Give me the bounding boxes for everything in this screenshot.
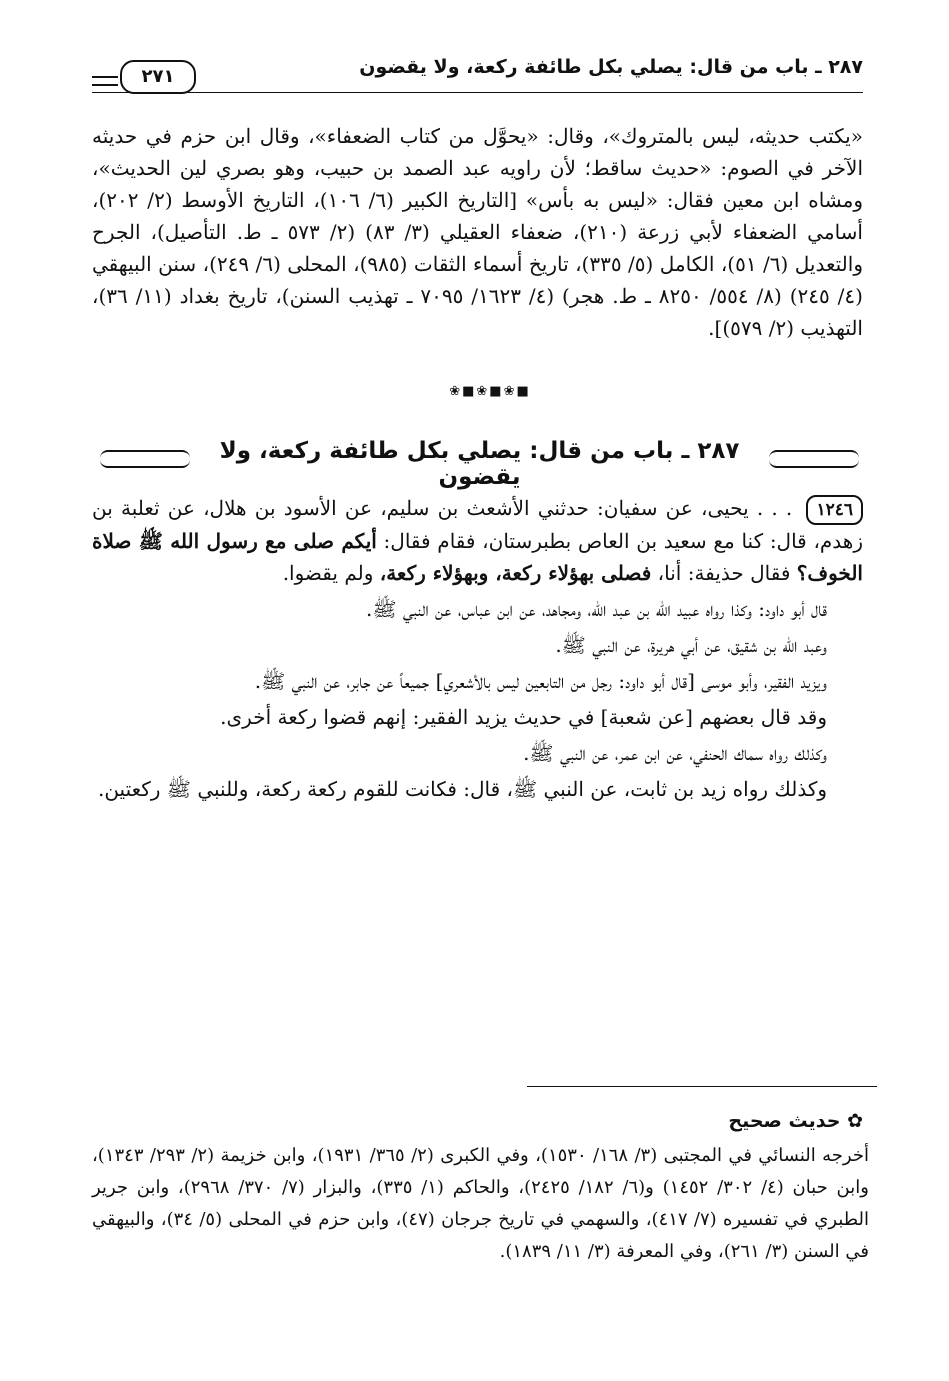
header-double-line-left bbox=[92, 76, 118, 86]
hadith-end: ولم يقضوا. bbox=[282, 561, 380, 585]
hadith-text bbox=[92, 492, 863, 589]
hadith-bold-1: أيكم صلى مع رسول الله ﷺ صلاة الخوف؟ bbox=[92, 529, 863, 585]
hadith-intro: . . . يحيى، عن سفيان: حدثني الأشعث بن سليم، عن الأسود بن هلال، عن ثعلبة بن زهدم، قال: كنا مع سعيد بن العاص بطبرستان، فقام فقال: bbox=[92, 496, 863, 553]
paragraph: قال أبو داود: وكذا رواه عبيد الله بن عبد الله، ومجاهد، عن ابن عباس، عن النبي ﷺ. bbox=[366, 597, 827, 621]
paragraph: ويزيد الفقير، وأبو موسى [قال أبو داود: رجل من التابعين ليس بالأشعري] جميعاً عن جابر، عن النبي ﷺ. bbox=[254, 669, 827, 693]
page-number: ٢٧١ bbox=[120, 60, 196, 94]
paragraph: وقد قال بعضهم [عن شعبة] في حديث يزيد الفقير: إنهم قضوا ركعة أخرى. bbox=[220, 705, 827, 729]
footnote-title: ✿ حديث صحيح bbox=[728, 1110, 863, 1132]
paragraph: وكذلك رواه زيد بن ثابت، عن النبي ﷺ، قال: فكانت للقوم ركعة ركعة، وللنبي ﷺ ركعتين. bbox=[97, 777, 827, 801]
hadith-number-badge: ١٢٤٦ bbox=[806, 495, 863, 525]
header-rule bbox=[92, 92, 863, 93]
hadith-bold-2: فصلى بهؤلاء ركعة، وبهؤلاء ركعة، bbox=[379, 561, 652, 585]
chapter-ornament-left bbox=[100, 450, 190, 468]
chapter-ornament-right bbox=[769, 450, 859, 468]
running-header-title: ٢٨٧ ـ باب من قال: يصلي بكل طائفة ركعة، ولا يقضون bbox=[359, 56, 863, 78]
grade-icon: ✿ bbox=[840, 1110, 863, 1132]
footnote-text: أخرجه النسائي في المجتبى (٣/ ١٦٨/ ١٥٣٠)، وفي الكبرى (٢/ ٣٦٥/ ١٩٣١)، وابن خزيمة (٢/ ٢٩٣/ ١٣٤٣)، وابن حبان (٤/ ٣٠٢/ ١٤٥٢) و(٦/ ١٨٢/ ٢٤٢٥)، والحاكم (١/ ٣٣٥)، والبزار (٧/ ٣٧٠/ ٢٩٦٨)، وابن جرير الطبري في تفسيره (٧/ ٤١٧)، والسهمي في تاريخ جرجان (٤٧)، وابن حزم في المحلى (٥/ ٣٤)، والبيهقي في السنن (٣/ ٢٦١)، وفي المعرفة (٣/ ١١/ ١٨٣٩). bbox=[92, 1145, 870, 1262]
paragraph: وعبد الله بن شقيق، عن أبي هريرة، عن النبي ﷺ. bbox=[555, 633, 827, 657]
page-header bbox=[92, 52, 863, 102]
hadith-block bbox=[92, 492, 863, 809]
hadith-mid: فقال حذيفة: أنا، bbox=[651, 561, 797, 585]
chapter-title: ٢٨٧ ـ باب من قال: يصلي بكل طائفة ركعة، ولا يقضون bbox=[219, 438, 740, 490]
continued-note bbox=[92, 120, 863, 348]
section-ornament: ❀■❀■❀■ bbox=[449, 384, 531, 399]
chapter-heading bbox=[100, 432, 859, 490]
note-text: «يكتب حديثه، ليس بالمتروك»، وقال: «يحوَّل من كتاب الضعفاء»، وقال ابن حزم في حديثه الآخر في الصوم: «حديث ساقط؛ لأن راويه عبد الصمد بن حبيب، وهو بصري لين الحديث»، ومشاه ابن معين فقال: «ليس به بأس» [التاريخ الكبير (٦/ ١٠٦)، التاريخ الأوسط (٢/ ٢٠٢)، أسامي الضعفاء لأبي زرعة (٢١٠)، ضعفاء العقيلي (٣/ ٨٣) (٢/ ٥٧٣ ـ ط. التأصيل)، الجرح والتعديل (٦/ ٥١)، الكامل (٥/ ٣٣٥)، تاريخ أسماء الثقات (٩٨٥)، المحلى (٦/ ٢٤٩)، سنن البيهقي (٤/ ٢٤٥) (٨/ ٥٥٤/ ٨٢٥٠ ـ ط. هجر) (٤/ ١٦٢٣/ ٧٠٩٥ ـ تهذيب السنن)، تاريخ بغداد (١١/ ٣٦)، التهذيب (٢/ ٥٧٩)]. bbox=[92, 124, 864, 340]
paragraph: وكذلك رواه سماك الحنفي، عن ابن عمر، عن النبي ﷺ. bbox=[523, 741, 827, 765]
footnote-separator bbox=[527, 1086, 877, 1087]
